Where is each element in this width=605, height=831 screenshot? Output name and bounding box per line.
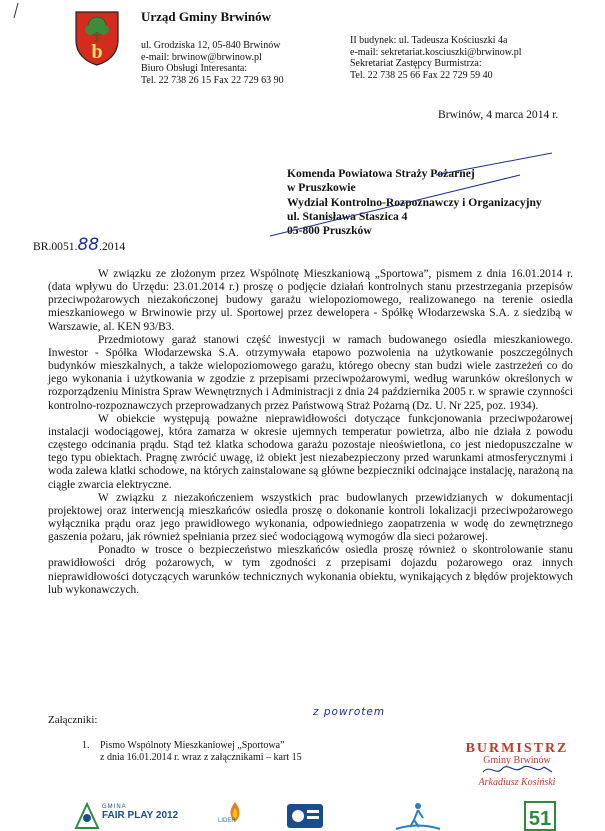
service-office-line: Biuro Obsługi Interesanta:	[141, 63, 248, 75]
attachment-item	[82, 740, 302, 752]
letter-body	[48, 268, 573, 597]
email-line: e-mail: brwinow@brwinow.pl	[141, 51, 262, 63]
reference-suffix: .2014	[99, 240, 126, 253]
reference-prefix: BR.0051.	[33, 240, 78, 253]
stamp-subtitle: Gminy Brwinów	[483, 755, 551, 766]
runner-logo-icon	[388, 800, 448, 831]
address-line: ul. Grodziska 12, 05-840 Brwinów	[141, 40, 281, 51]
recipient-line: ul. Stanisława Staszica 4	[287, 209, 408, 223]
attachments-list	[82, 740, 302, 764]
attachment-line: Pismo Wspólnoty Mieszkaniowej „Sportowa”	[100, 740, 285, 751]
lider-logo-icon	[222, 800, 248, 831]
brwinow-crest-logo	[74, 10, 120, 66]
sports-logo-icon	[285, 800, 325, 831]
office-contact-right	[350, 35, 522, 81]
svg-text:b: b	[91, 41, 103, 63]
handwritten-note: z powrotem	[313, 706, 386, 718]
recipient-block	[287, 167, 542, 238]
svg-text:51: 51	[528, 808, 552, 830]
attachment-number: 1.	[82, 740, 90, 751]
recipient-line: Wydział Kontrolno-Rozpoznawczy i Organizacyjny	[287, 195, 542, 209]
body-paragraph: W związku z niezakończeniem wszystkich prac budowlanych przewidzianych w dokumentacji projektowej oraz interwencją mieszkańców osiedla proszę o dokonanie kontroli lokalizacji przeciwpożarowego wyłącznika prądu oraz jego prawidłowego wykonania, odpowiedniego zaopatrzenia w wodę do zewnętrznego gaszenia pożaru, jak również spełniania przez sieć wodociągową wymogów dla sieci pożarowej.	[48, 491, 573, 544]
body-paragraph: W związku ze złożonym przez Wspólnotę Mieszkaniową „Sportowa”, pismem z dnia 16.01.2014 r. (data wpływu do Urzędu: 23.01.2014 r.) proszę o podjęcie działań kontrolnych stanu przestrzegania przepisów przeciwpożarowych niezakończonej budowy garażu wielopoziomowego, realizowanego na terenie osiedla mieszkaniowego w Brwinowie przy ul. Sportowej przez dewelopera - Spółkę Włodarzewska S.A. z siedzibą w Warszawie, al. KEN 93/B3.	[48, 268, 573, 333]
stamp-title: BURMISTRZ	[465, 741, 569, 756]
office-name: Urząd Gminy Brwinów	[141, 9, 271, 24]
stamp-name: Arkadiusz Kosiński	[478, 777, 556, 788]
body-paragraph: Ponadto w trosce o bezpieczeństwo mieszkańców osiedla proszę również o skontrolowanie stanu prawidłowości dróg pożarowych, w tym zgodności z przepisami dojazdu pożarowego oraz innych nieprawidłowości dotyczących warunków technicznych wykonania obiektu, wynikających z błędów projektowych lub wykonawczych.	[48, 544, 573, 596]
fair-play-logo-icon	[74, 800, 100, 831]
reference-handwritten-number: 88	[77, 235, 100, 255]
body-paragraph: W obiekcie występują poważne nieprawidłowości dotyczące funkcjonowania przeciwpożarowej instalacji wodociągowej, która zamarza w okresie ujemnych temperatur powietrza, albo nie działa z powodu częstego odcinania prądu. Stąd też klatka schodowa garażu pozostaje nieoświetlona, co jest niedopuszczalne w tego typu obiektach. Pragnę zwrócić uwagę, iż obiekt jest niezabezpieczony przed warunkami atmosferycznymi i woda zalewa klatki schodowe, na których zainstalowane są główne bezpieczniki odcinające instalację, narażoną na ciągłe zwarcia elektryczne.	[48, 412, 573, 491]
attachments-label: Załączniki:	[48, 714, 98, 726]
phone-fax-line: Tel. 22 738 25 66 Fax 22 729 59 40	[350, 69, 493, 81]
recipient-line: Komenda Powiatowa Straży Pożarnej	[287, 167, 475, 180]
attachment-line: z dnia 16.01.2014 r. wraz z załącznikami – kart 15	[100, 752, 302, 763]
lider-label: LIDER	[218, 818, 236, 824]
secretariat-line: Sekretariat Zastępcy Burmistrza:	[350, 58, 482, 70]
fair-play-title: FAIR PLAY 2012	[102, 810, 179, 821]
office-contact-left	[141, 40, 284, 86]
fifty-one-logo-icon	[523, 800, 557, 831]
letter-date: Brwinów, 4 marca 2014 r.	[438, 108, 559, 121]
phone-fax-line: Tel. 22 738 26 15 Fax 22 729 63 90	[141, 74, 284, 86]
fair-play-small-text: GMINA	[102, 804, 127, 810]
recipient-line: 05-800 Pruszków	[287, 224, 372, 238]
signature-scribble	[478, 760, 558, 780]
reference-number	[33, 235, 125, 255]
fair-play-label	[102, 804, 178, 821]
second-building-line: II budynek: ul. Tadeusza Kościuszki 4a	[350, 35, 508, 46]
body-paragraph: Przedmiotowy garaż stanowi część inwestycji w ramach budowanego osiedla mieszkaniowego. Inwestor - Spółka Włodarzewska S.A. otrzymywała etapowo pozwolenia na użytkowanie poszczególnych budynków mieszkalnych, a także wielopoziomowego garażu, którego obecny stan budzi wiele zastrzeżeń co do jego wykonania i użytkowania w zgodzie z przepisami przeciwpożarowymi, według warunków określonych w rozporządzeniu Ministra Spraw Wewnętrznych i Administracji z dnia 24 października 2005 r. w sprawie czynności kontrolno-rozpoznawczych przeprowadzanych przez Państwową Straż Pożarną (Dz. U. Nr 225, poz. 1934).	[48, 333, 573, 412]
email-line: e-mail: sekretariat.kosciuszki@brwinow.pl	[350, 46, 522, 58]
recipient-line: w Pruszkowie	[287, 181, 356, 195]
